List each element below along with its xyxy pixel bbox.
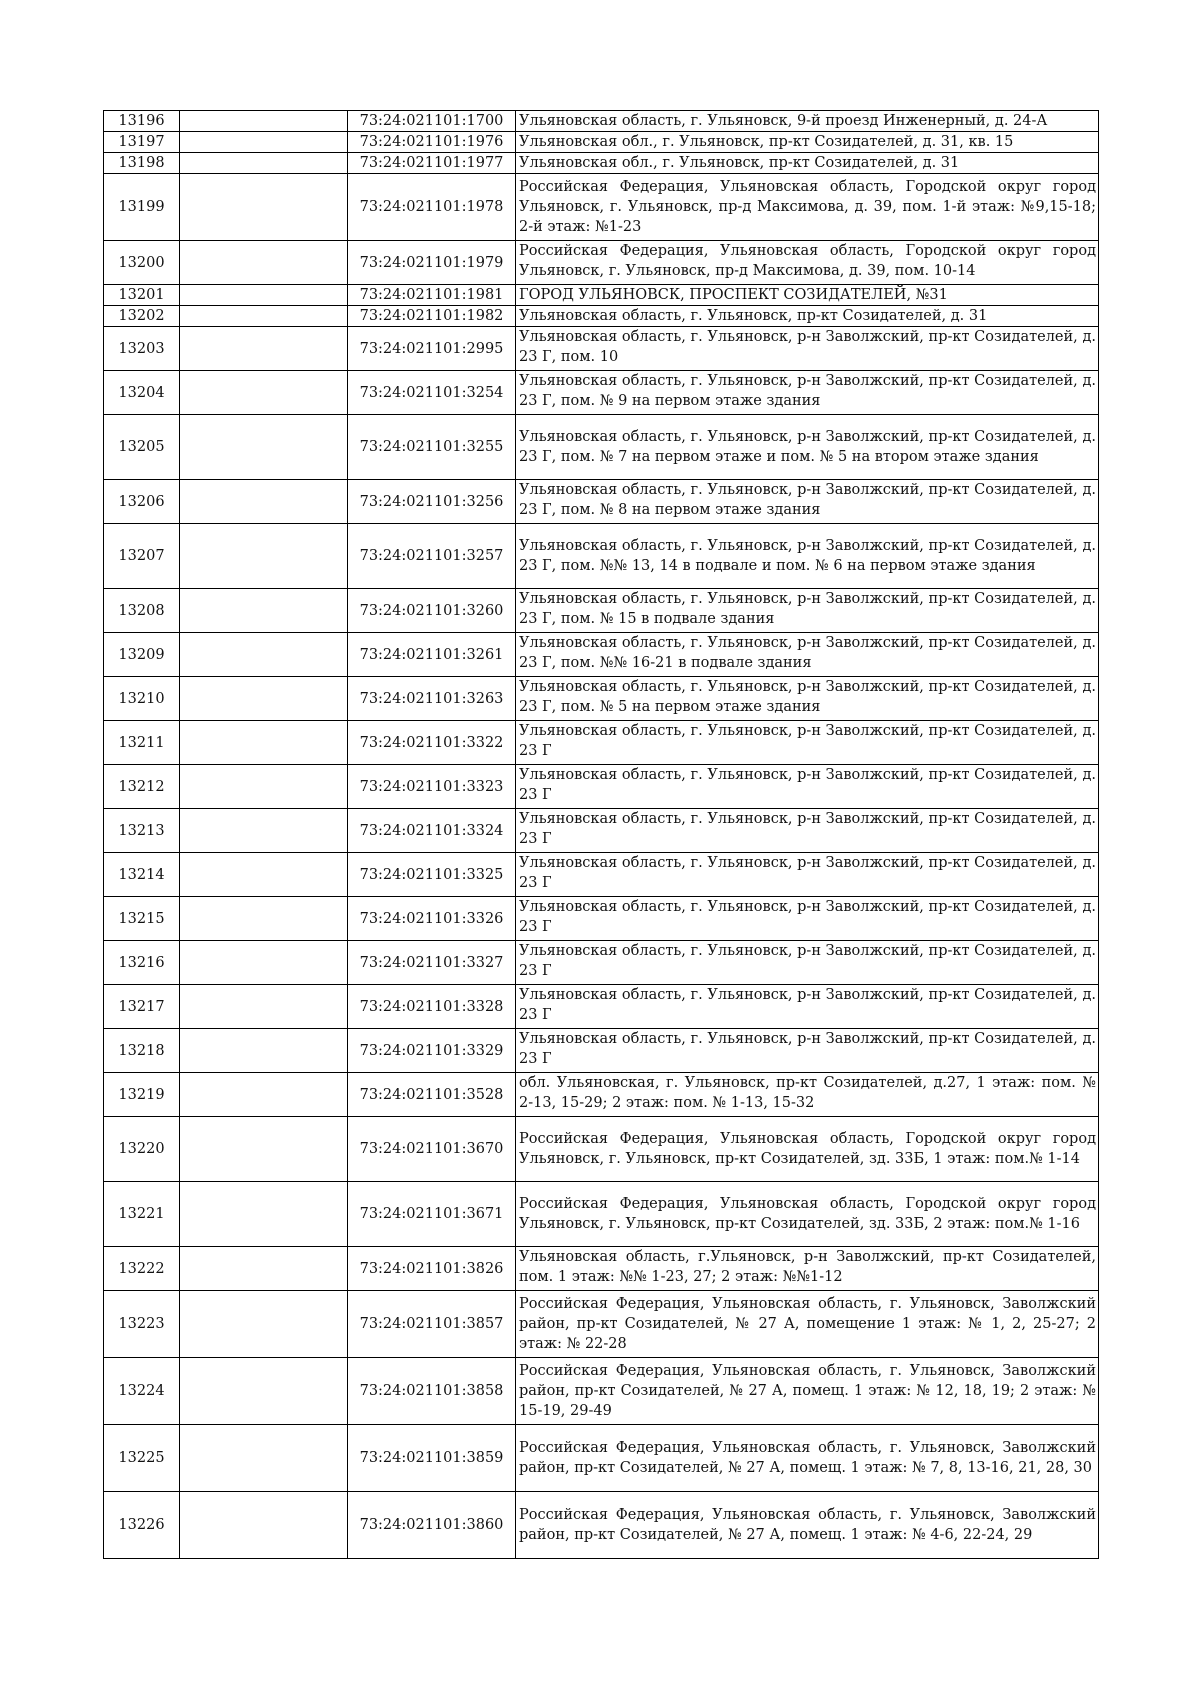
table-row (104, 1425, 1099, 1492)
table-row (104, 985, 1099, 1029)
table-row (104, 327, 1099, 371)
empty-cell (180, 985, 348, 1029)
cadastral-number: 73:24:021101:1979 (348, 241, 516, 285)
empty-cell (180, 1291, 348, 1358)
row-number: 13196 (104, 111, 180, 132)
row-number: 13220 (104, 1117, 180, 1182)
row-number: 13208 (104, 589, 180, 633)
address: Российская Федерация, Ульяновская область, Городской округ город Ульяновск, г. Ульяновск, пр-д Максимова, д. 39, пом. 10-14 (516, 241, 1099, 285)
table-row (104, 111, 1099, 132)
row-number: 13214 (104, 853, 180, 897)
empty-cell (180, 1358, 348, 1425)
table-row (104, 371, 1099, 415)
address: Ульяновская область, г. Ульяновск, р-н Заволжский, пр-кт Созидателей, д. 23 Г, пом. № 15 в подвале здания (516, 589, 1099, 633)
table-row (104, 809, 1099, 853)
address: Ульяновская обл., г. Ульяновск, пр-кт Созидателей, д. 31 (516, 153, 1099, 174)
row-number: 13204 (104, 371, 180, 415)
empty-cell (180, 677, 348, 721)
empty-cell (180, 721, 348, 765)
row-number: 13211 (104, 721, 180, 765)
cadastral-number: 73:24:021101:3257 (348, 524, 516, 589)
cadastral-number: 73:24:021101:1700 (348, 111, 516, 132)
address: Ульяновская область, г. Ульяновск, пр-кт Созидателей, д. 31 (516, 306, 1099, 327)
empty-cell (180, 633, 348, 677)
row-number: 13217 (104, 985, 180, 1029)
table-row (104, 1073, 1099, 1117)
row-number: 13213 (104, 809, 180, 853)
table-row (104, 306, 1099, 327)
cadastral-number: 73:24:021101:3263 (348, 677, 516, 721)
address: Ульяновская область, г. Ульяновск, р-н Заволжский, пр-кт Созидателей, д. 23 Г (516, 809, 1099, 853)
cadastral-number: 73:24:021101:1982 (348, 306, 516, 327)
address: Ульяновская область, г. Ульяновск, р-н Заволжский, пр-кт Созидателей, д. 23 Г, пом. № 5 на первом этаже здания (516, 677, 1099, 721)
address: Ульяновская область, г. Ульяновск, р-н Заволжский, пр-кт Созидателей, д. 23 Г (516, 765, 1099, 809)
table-row (104, 1117, 1099, 1182)
row-number: 13225 (104, 1425, 180, 1492)
cadastral-number: 73:24:021101:1978 (348, 174, 516, 241)
cadastral-number: 73:24:021101:3326 (348, 897, 516, 941)
row-number: 13205 (104, 415, 180, 480)
cadastral-number: 73:24:021101:3860 (348, 1492, 516, 1559)
row-number: 13215 (104, 897, 180, 941)
cadastral-number: 73:24:021101:3328 (348, 985, 516, 1029)
address: Ульяновская область, г. Ульяновск, р-н Заволжский, пр-кт Созидателей, д. 23 Г (516, 721, 1099, 765)
address: Ульяновская обл., г. Ульяновск, пр-кт Созидателей, д. 31, кв. 15 (516, 132, 1099, 153)
table-row (104, 1182, 1099, 1247)
address: Ульяновская область, г. Ульяновск, р-н Заволжский, пр-кт Созидателей, д. 23 Г, пом. № 7 на первом этаже и пом. № 5 на втором этаже здания (516, 415, 1099, 480)
address: Ульяновская область, г. Ульяновск, р-н Заволжский, пр-кт Созидателей, д. 23 Г, пом. №№ 13, 14 в подвале и пом. № 6 на первом этаже здания (516, 524, 1099, 589)
row-number: 13223 (104, 1291, 180, 1358)
cadastral-number: 73:24:021101:1977 (348, 153, 516, 174)
row-number: 13197 (104, 132, 180, 153)
address: ГОРОД УЛЬЯНОВСК, ПРОСПЕКТ СОЗИДАТЕЛЕЙ, №31 (516, 285, 1099, 306)
address: Ульяновская область, г. Ульяновск, р-н Заволжский, пр-кт Созидателей, д. 23 Г, пом. 10 (516, 327, 1099, 371)
address: Российская Федерация, Ульяновская область, Городской округ город Ульяновск, г. Ульяновск, пр-д Максимова, д. 39, пом. 1-й этаж: №9,15-18; 2-й этаж: №1-23 (516, 174, 1099, 241)
address: Российская Федерация, Ульяновская область, г. Ульяновск, Заволжский район, пр-кт Созидателей, № 27 А, помещ. 1 этаж: № 4-6, 22-24, 29 (516, 1492, 1099, 1559)
cadastral-number: 73:24:021101:3528 (348, 1073, 516, 1117)
row-number: 13199 (104, 174, 180, 241)
table-row (104, 241, 1099, 285)
cadastral-number: 73:24:021101:3857 (348, 1291, 516, 1358)
empty-cell (180, 1073, 348, 1117)
empty-cell (180, 327, 348, 371)
table-row (104, 941, 1099, 985)
table-row (104, 677, 1099, 721)
empty-cell (180, 285, 348, 306)
table-row (104, 174, 1099, 241)
address: Ульяновская область, г. Ульяновск, р-н Заволжский, пр-кт Созидателей, д. 23 Г (516, 853, 1099, 897)
table-row (104, 415, 1099, 480)
address: Российская Федерация, Ульяновская область, г. Ульяновск, Заволжский район, пр-кт Созидателей, № 27 А, помещ. 1 этаж: № 12, 18, 19; 2 этаж: № 15-19, 29-49 (516, 1358, 1099, 1425)
row-number: 13198 (104, 153, 180, 174)
table-row (104, 1358, 1099, 1425)
table-row (104, 132, 1099, 153)
empty-cell (180, 897, 348, 941)
empty-cell (180, 174, 348, 241)
empty-cell (180, 153, 348, 174)
empty-cell (180, 241, 348, 285)
empty-cell (180, 111, 348, 132)
address: Ульяновская область, г. Ульяновск, р-н Заволжский, пр-кт Созидателей, д. 23 Г, пом. № 9 на первом этаже здания (516, 371, 1099, 415)
address: Ульяновская область, г. Ульяновск, р-н Заволжский, пр-кт Созидателей, д. 23 Г, пом. №№ 16-21 в подвале здания (516, 633, 1099, 677)
cadastral-number: 73:24:021101:3670 (348, 1117, 516, 1182)
address: Ульяновская область, г. Ульяновск, р-н Заволжский, пр-кт Созидателей, д. 23 Г (516, 941, 1099, 985)
empty-cell (180, 1029, 348, 1073)
address: Ульяновская область, г.Ульяновск, р-н Заволжский, пр-кт Созидателей, пом. 1 этаж: №№ 1-23, 27; 2 этаж: №№1-12 (516, 1247, 1099, 1291)
cadastral-number: 73:24:021101:3261 (348, 633, 516, 677)
address: Ульяновская область, г. Ульяновск, 9-й проезд Инженерный, д. 24-А (516, 111, 1099, 132)
empty-cell (180, 1425, 348, 1492)
row-number: 13224 (104, 1358, 180, 1425)
row-number: 13202 (104, 306, 180, 327)
table-row (104, 589, 1099, 633)
address: Российская Федерация, Ульяновская область, Городской округ город Ульяновск, г. Ульяновск, пр-кт Созидателей, зд. 33Б, 1 этаж: пом.№ 1-14 (516, 1117, 1099, 1182)
address: Российская Федерация, Ульяновская область, Городской округ город Ульяновск, г. Ульяновск, пр-кт Созидателей, зд. 33Б, 2 этаж: пом.№ 1-16 (516, 1182, 1099, 1247)
table-row (104, 285, 1099, 306)
table-row (104, 897, 1099, 941)
empty-cell (180, 415, 348, 480)
cadastral-number: 73:24:021101:3858 (348, 1358, 516, 1425)
row-number: 13216 (104, 941, 180, 985)
table-row (104, 480, 1099, 524)
row-number: 13219 (104, 1073, 180, 1117)
address: Российская Федерация, Ульяновская область, г. Ульяновск, Заволжский район, пр-кт Созидателей, № 27 А, помещ. 1 этаж: № 7, 8, 13-16, 21, 28, 30 (516, 1425, 1099, 1492)
row-number: 13226 (104, 1492, 180, 1559)
table-row (104, 1291, 1099, 1358)
cadastral-number: 73:24:021101:3256 (348, 480, 516, 524)
cadastral-number: 73:24:021101:3325 (348, 853, 516, 897)
row-number: 13212 (104, 765, 180, 809)
row-number: 13209 (104, 633, 180, 677)
empty-cell (180, 371, 348, 415)
empty-cell (180, 132, 348, 153)
cadastral-number: 73:24:021101:1976 (348, 132, 516, 153)
table-row (104, 853, 1099, 897)
address: Ульяновская область, г. Ульяновск, р-н Заволжский, пр-кт Созидателей, д. 23 Г, пом. № 8 на первом этаже здания (516, 480, 1099, 524)
empty-cell (180, 941, 348, 985)
empty-cell (180, 1182, 348, 1247)
cadastral-number: 73:24:021101:3859 (348, 1425, 516, 1492)
empty-cell (180, 765, 348, 809)
table-row (104, 1492, 1099, 1559)
cadastral-number: 73:24:021101:3322 (348, 721, 516, 765)
cadastral-number: 73:24:021101:2995 (348, 327, 516, 371)
empty-cell (180, 1492, 348, 1559)
address: Ульяновская область, г. Ульяновск, р-н Заволжский, пр-кт Созидателей, д. 23 Г (516, 985, 1099, 1029)
cadastral-number: 73:24:021101:3329 (348, 1029, 516, 1073)
cadastral-number: 73:24:021101:3323 (348, 765, 516, 809)
cadastral-number: 73:24:021101:3671 (348, 1182, 516, 1247)
empty-cell (180, 480, 348, 524)
empty-cell (180, 1247, 348, 1291)
empty-cell (180, 809, 348, 853)
empty-cell (180, 589, 348, 633)
empty-cell (180, 1117, 348, 1182)
row-number: 13207 (104, 524, 180, 589)
empty-cell (180, 853, 348, 897)
cadastral-number: 73:24:021101:3324 (348, 809, 516, 853)
table-row (104, 633, 1099, 677)
address: Ульяновская область, г. Ульяновск, р-н Заволжский, пр-кт Созидателей, д. 23 Г (516, 897, 1099, 941)
empty-cell (180, 524, 348, 589)
cadastral-number: 73:24:021101:3260 (348, 589, 516, 633)
row-number: 13222 (104, 1247, 180, 1291)
property-table (103, 110, 1099, 1559)
cadastral-number: 73:24:021101:3826 (348, 1247, 516, 1291)
table-row (104, 1247, 1099, 1291)
address: Ульяновская область, г. Ульяновск, р-н Заволжский, пр-кт Созидателей, д. 23 Г (516, 1029, 1099, 1073)
row-number: 13200 (104, 241, 180, 285)
row-number: 13221 (104, 1182, 180, 1247)
table-row (104, 1029, 1099, 1073)
cadastral-number: 73:24:021101:3327 (348, 941, 516, 985)
table-row (104, 721, 1099, 765)
row-number: 13218 (104, 1029, 180, 1073)
row-number: 13206 (104, 480, 180, 524)
cadastral-number: 73:24:021101:1981 (348, 285, 516, 306)
table-row (104, 524, 1099, 589)
row-number: 13201 (104, 285, 180, 306)
row-number: 13203 (104, 327, 180, 371)
row-number: 13210 (104, 677, 180, 721)
address: обл. Ульяновская, г. Ульяновск, пр-кт Созидателей, д.27, 1 этаж: пом. № 2-13, 15-29; 2 этаж: пом. № 1-13, 15-32 (516, 1073, 1099, 1117)
empty-cell (180, 306, 348, 327)
table-row (104, 765, 1099, 809)
cadastral-number: 73:24:021101:3254 (348, 371, 516, 415)
cadastral-number: 73:24:021101:3255 (348, 415, 516, 480)
address: Российская Федерация, Ульяновская область, г. Ульяновск, Заволжский район, пр-кт Созидателей, № 27 А, помещение 1 этаж: № 1, 2, 25-27; 2 этаж: № 22-28 (516, 1291, 1099, 1358)
table-row (104, 153, 1099, 174)
